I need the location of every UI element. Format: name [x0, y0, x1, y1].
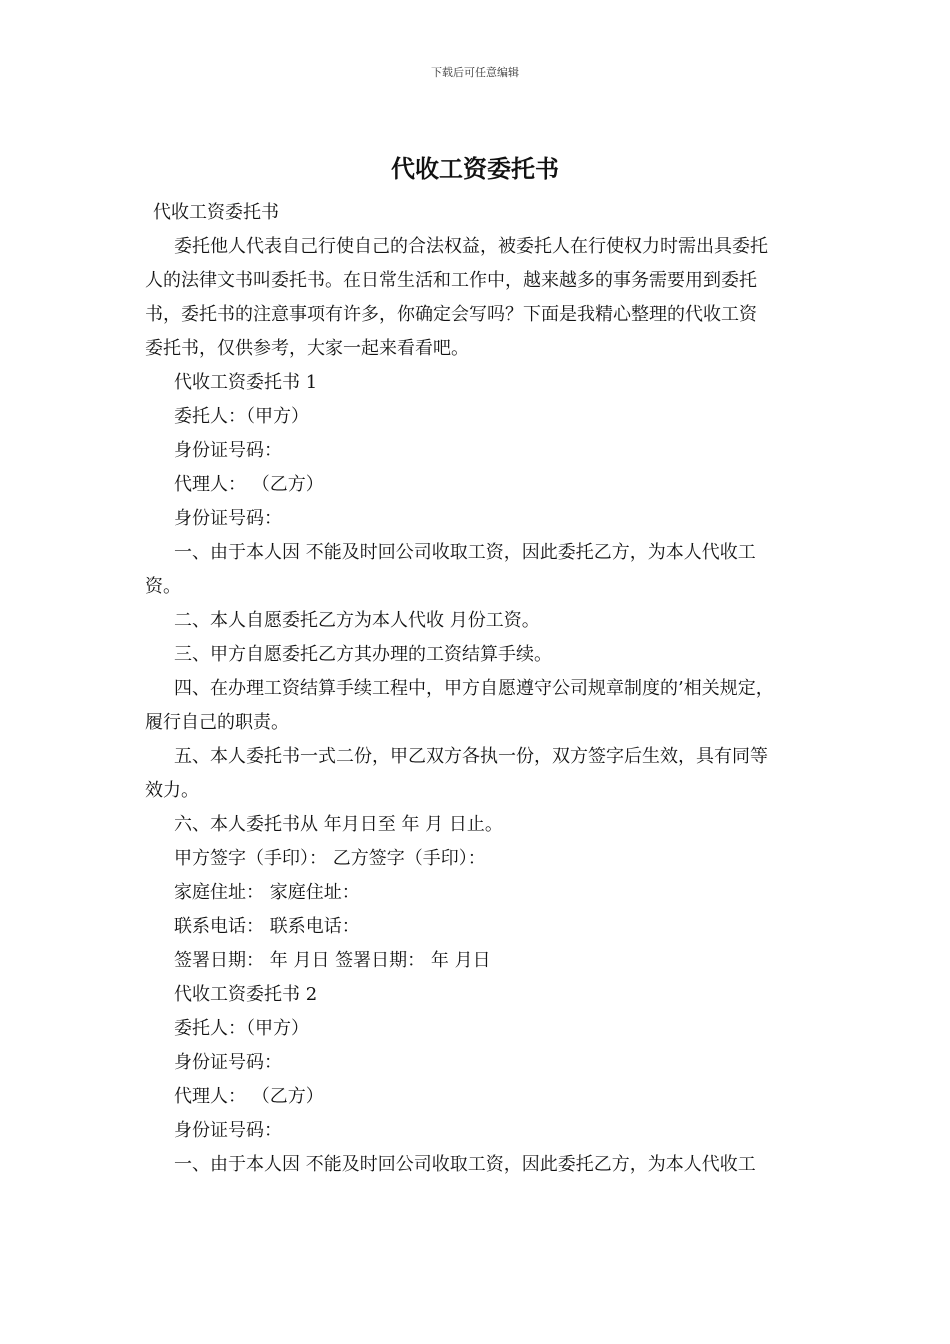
- signature-line: 联系电话： 联系电话：: [174, 916, 360, 937]
- intro-paragraph-line: 委托他人代表自己行使自己的合法权益，被委托人在行使权力时需出具委托: [174, 236, 768, 257]
- document-body: [145, 196, 825, 1182]
- page-header-note: 下载后可任意编辑: [431, 66, 519, 79]
- form-line: 身份证号码：: [174, 508, 282, 529]
- clause-line: 四、在办理工资结算手续工程中，甲方自愿遵守公司规章制度的’相关规定，: [174, 678, 774, 699]
- clause-line: 五、本人委托书一式二份，甲乙双方各执一份，双方签字后生效，具有同等: [174, 746, 768, 767]
- document-title: 代收工资委托书: [391, 154, 559, 183]
- clause-line: 一、由于本人因 不能及时回公司收取工资，因此委托乙方，为本人代收工: [174, 542, 756, 563]
- signature-line: 家庭住址： 家庭住址：: [174, 882, 360, 903]
- clause-line: 资。: [145, 576, 181, 597]
- signature-line: 甲方签字（手印）： 乙方签字（手印）：: [174, 848, 486, 869]
- intro-paragraph-line: 人的法律文书叫委托书。在日常生活和工作中，越来越多的事务需要用到委托: [145, 270, 757, 291]
- form-line: 身份证号码：: [174, 440, 282, 461]
- body-subtitle: 代收工资委托书: [153, 202, 279, 223]
- intro-paragraph-line: 书，委托书的注意事项有许多，你确定会写吗？下面是我精心整理的代收工资: [145, 304, 757, 325]
- form-line: 委托人：（甲方）: [174, 1018, 309, 1039]
- clause-line: 三、甲方自愿委托乙方其办理的工资结算手续。: [174, 644, 552, 665]
- section-heading: 代收工资委托书 1: [174, 372, 318, 393]
- clause-line: 二、本人自愿委托乙方为本人代收 月份工资。: [174, 610, 540, 631]
- clause-line: 六、本人委托书从 年月日至 年 月 日止。: [174, 814, 503, 835]
- section-heading: 代收工资委托书 2: [174, 984, 318, 1005]
- form-line: 代理人： （乙方）: [174, 474, 324, 495]
- form-line: 委托人：（甲方）: [174, 406, 309, 427]
- intro-paragraph-line: 委托书，仅供参考，大家一起来看看吧。: [145, 338, 469, 359]
- form-line: 代理人： （乙方）: [174, 1086, 324, 1107]
- form-line: 身份证号码：: [174, 1120, 282, 1141]
- signature-line: 签署日期： 年 月日 签署日期： 年 月日: [174, 950, 491, 971]
- clause-line: 履行自己的职责。: [145, 712, 289, 733]
- form-line: 身份证号码：: [174, 1052, 282, 1073]
- clause-line: 一、由于本人因 不能及时回公司收取工资，因此委托乙方，为本人代收工: [174, 1154, 756, 1175]
- clause-line: 效力。: [145, 780, 199, 801]
